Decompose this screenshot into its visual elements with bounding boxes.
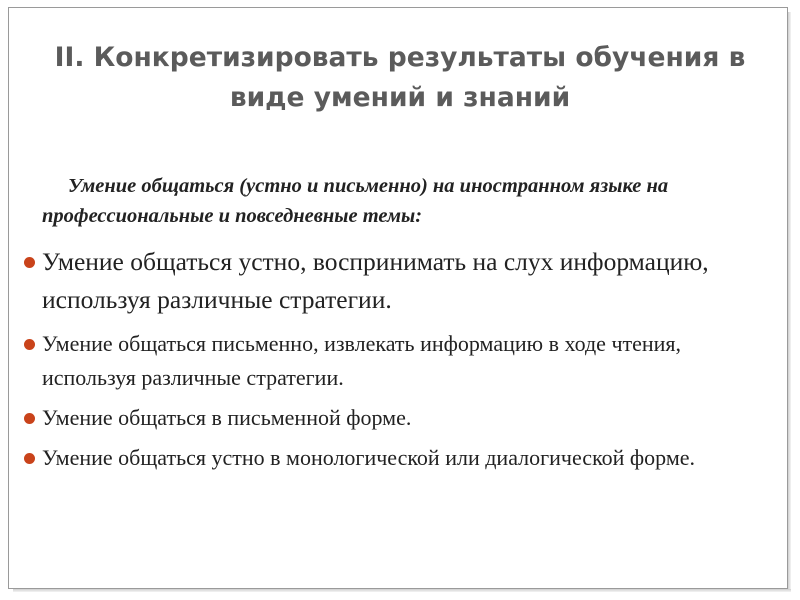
- bullet-icon: [24, 453, 35, 464]
- frame-shadow-bottom: [13, 589, 791, 592]
- list-item-text: Умение общаться устно, воспринимать на слух информацию, используя различные стратегии.: [42, 247, 709, 314]
- list-item: [20, 441, 760, 475]
- list-item: [20, 327, 760, 395]
- list-item: [20, 401, 760, 435]
- slide-title: II. Конкретизировать результаты обучения в виде умений и знаний: [54, 42, 746, 113]
- frame-shadow-right: [788, 12, 791, 590]
- list-item-text: Умение общаться письменно, извлекать информацию в ходе чтения, используя различные стратегии.: [42, 331, 682, 390]
- intro-text: Умение общаться (устно и письменно) на иностранном языке на профессиональные и повседневные темы:: [42, 175, 669, 227]
- list-item-text: Умение общаться в письменной форме.: [42, 405, 412, 430]
- bullet-list: [20, 243, 760, 475]
- bullet-icon: [24, 257, 35, 268]
- list-item: [20, 243, 760, 319]
- bullet-icon: [24, 413, 35, 424]
- list-item-text: Умение общаться устно в монологической или диалогической форме.: [42, 445, 696, 470]
- bullet-icon: [24, 339, 35, 350]
